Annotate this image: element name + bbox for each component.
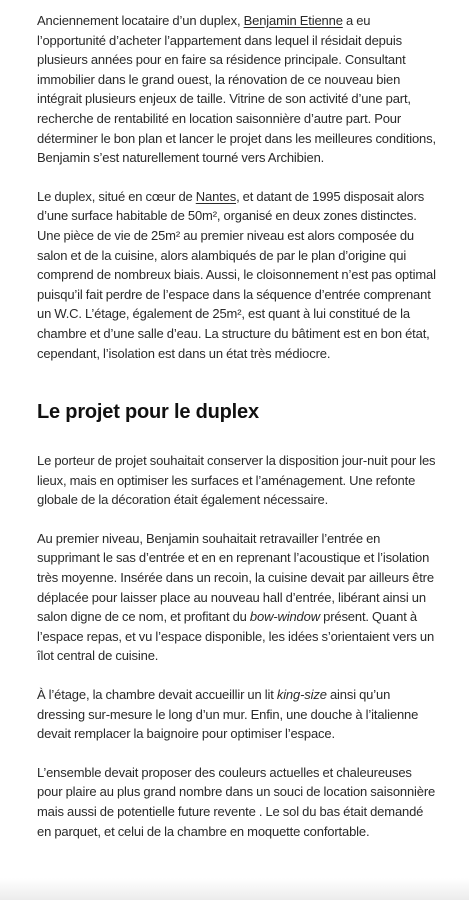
- paragraph-first-level: [37, 529, 437, 666]
- paragraph-overall: L’ensemble devait proposer des couleurs actuelles et chaleureuses pour plaire au plus grand nombre dans un souci de location saisonnière mais aussi de potentielle future revente . Le sol du bas était demandé en parquet, et celui de la chambre en moquette confortable.: [37, 764, 436, 839]
- paragraph-text: , et datant de 1995 disposait alors d’une surface habitable de 50m², organisé en deux zones distinctes. Une pièce de vie de 25m² au premier niveau est alors composée du salon et de la cuisine, alors alambiqués de par le plan d’origine qui comprend de nombreux biais. Aussi, le cloisonnement n’est pas optimal puisqu’il fait perdre de l’espace dans la séquence d’entrée comprenant un W.C. L’étage, également de 25m², est quant à lui constitué de la chambre et d’une salle d’eau. La structure du bâtiment est en bon état, cependant, l’isolation est dans un état très médiocre.: [37, 188, 436, 361]
- paragraph-text: Au premier niveau, Benjamin souhaitait retravailler l’entrée en supprimant le sas d’entrée et en en reprenant l’acoustique et l’isolation très moyenne. Insérée dans un recoin, la cuisine devait par ailleurs être déplacée pour laisser place au nouveau hall d’entrée, libérant ainsi un salon digne de ce nom, et profitant du: [37, 530, 434, 625]
- paragraph-text: a eu l’opportunité d’acheter l’appartement dans lequel il résidait depuis plusieurs années pour en faire sa résidence principale. Consultant immobilier dans le grand ouest, la rénovation de ce nouveau bien intégrait plusieurs enjeux de taille. Vitrine de son activité d’une part, recherche de rentabilité en location saisonnière d’autre part. Pour déterminer le bon plan et lancer le projet dans les meilleures conditions, Benjamin s’est naturellement tourné vers Archibien.: [37, 13, 436, 166]
- paragraph-duplex: [37, 187, 437, 363]
- link-benjamin-etienne[interactable]: Benjamin Etienne: [243, 13, 343, 28]
- paragraph-text: présent. Quant à l’espace repas, et vu l’espace disponible, les idées s’orientaient vers un îlot central de cuisine.: [37, 609, 435, 664]
- paragraph-text: Le duplex, situé en cœur de: [37, 188, 196, 204]
- paragraph-text: Anciennement locataire d’un duplex,: [37, 13, 244, 28]
- paragraph-text: ainsi qu’un dressing sur-mesure le long d’un mur. Enfin, une douche à l’italienne devait remplacer la baignoire pour optimiser l’espace.: [37, 687, 419, 742]
- paragraph-upstairs: [37, 685, 437, 744]
- paragraph-intro: [37, 11, 437, 168]
- emphasis-bow-window: bow-window: [249, 609, 320, 625]
- paragraph-text: À l’étage, la chambre devait accueillir un lit: [37, 687, 277, 703]
- paragraph-project: Le porteur de projet souhaitait conserver la disposition jour-nuit pour les lieux, mais en optimiser les surfaces et l’aménagement. Une refonte globale de la décoration était également nécessaire.: [37, 453, 436, 508]
- section-heading: Le projet pour le duplex: [37, 401, 259, 424]
- bottom-fade: [0, 878, 469, 900]
- emphasis-king-size: king-size: [276, 687, 327, 703]
- article-body: [37, 11, 437, 841]
- link-nantes[interactable]: Nantes: [195, 188, 237, 204]
